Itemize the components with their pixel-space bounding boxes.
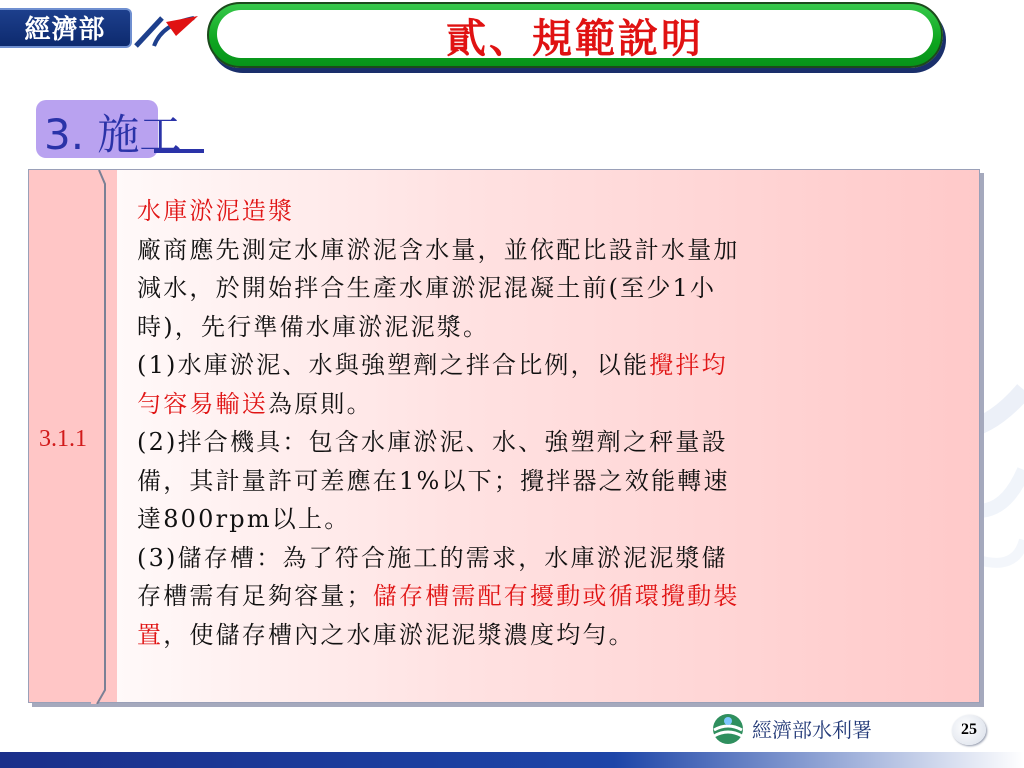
highlighted-text: 水庫淤泥造漿 xyxy=(137,197,295,225)
content-panel xyxy=(28,169,980,703)
specification-text xyxy=(137,192,937,654)
highlighted-text: 勻容易輸送 xyxy=(137,389,268,418)
bottom-bar xyxy=(0,752,1024,768)
ministry-logo-text: 經濟部 xyxy=(24,15,106,45)
text-line xyxy=(137,346,937,385)
text-line xyxy=(137,500,937,539)
ministry-logo xyxy=(0,8,132,48)
page-number: 25 xyxy=(952,715,986,745)
ministry-emblem-icon xyxy=(132,12,202,48)
text-segment: (3)儲存槽：為了符合施工的需求，水庫淤泥泥漿儲 xyxy=(137,543,728,572)
text-line xyxy=(137,462,937,501)
text-line xyxy=(137,616,937,655)
text-segment: ，使儲存槽內之水庫淤泥泥漿濃度均勻。 xyxy=(163,620,635,649)
text-line xyxy=(137,577,937,616)
water-resources-agency-logo xyxy=(708,712,938,746)
text-line xyxy=(137,423,937,462)
text-segment: 為原則。 xyxy=(268,389,373,418)
text-segment: (1)水庫淤泥、水與強塑劑之拌合比例，以能 xyxy=(137,351,650,379)
text-segment: 備，其計量許可差應在1%以下；攪拌器之效能轉速 xyxy=(137,466,730,495)
slide-title-banner xyxy=(207,2,943,68)
text-line xyxy=(137,269,937,308)
footer-org-text: 經濟部水利署 xyxy=(752,718,872,742)
text-line xyxy=(137,385,937,424)
text-line xyxy=(137,539,937,578)
highlighted-text: 置 xyxy=(137,620,164,649)
text-segment: (2)拌合機具：包含水庫淤泥、水、強塑劑之秤量設 xyxy=(137,428,728,456)
text-line xyxy=(137,192,937,231)
text-segment: 時)，先行準備水庫淤泥泥漿。 xyxy=(137,312,490,341)
text-segment: 減水，於開始拌合生產水庫淤泥混凝土前(至少1小 xyxy=(137,274,717,302)
text-segment: 存槽需有足夠容量； xyxy=(137,582,373,610)
water-drop-icon xyxy=(708,712,748,746)
section-heading xyxy=(36,100,206,158)
text-segment: 達800rpm以上。 xyxy=(137,505,351,533)
slide-title: 貳、規範說明 xyxy=(446,15,704,62)
highlighted-text: 攪拌均 xyxy=(649,351,728,379)
text-line xyxy=(137,308,937,347)
section-heading-text: 3. 施工 xyxy=(44,110,182,159)
text-line xyxy=(137,231,937,270)
text-segment: 廠商應先測定水庫淤泥含水量，並依配比設計水量加 xyxy=(137,235,740,264)
section-number: 3.1.1 xyxy=(39,426,87,452)
highlighted-text: 儲存槽需配有擾動或循環攪動裝 xyxy=(372,582,740,610)
